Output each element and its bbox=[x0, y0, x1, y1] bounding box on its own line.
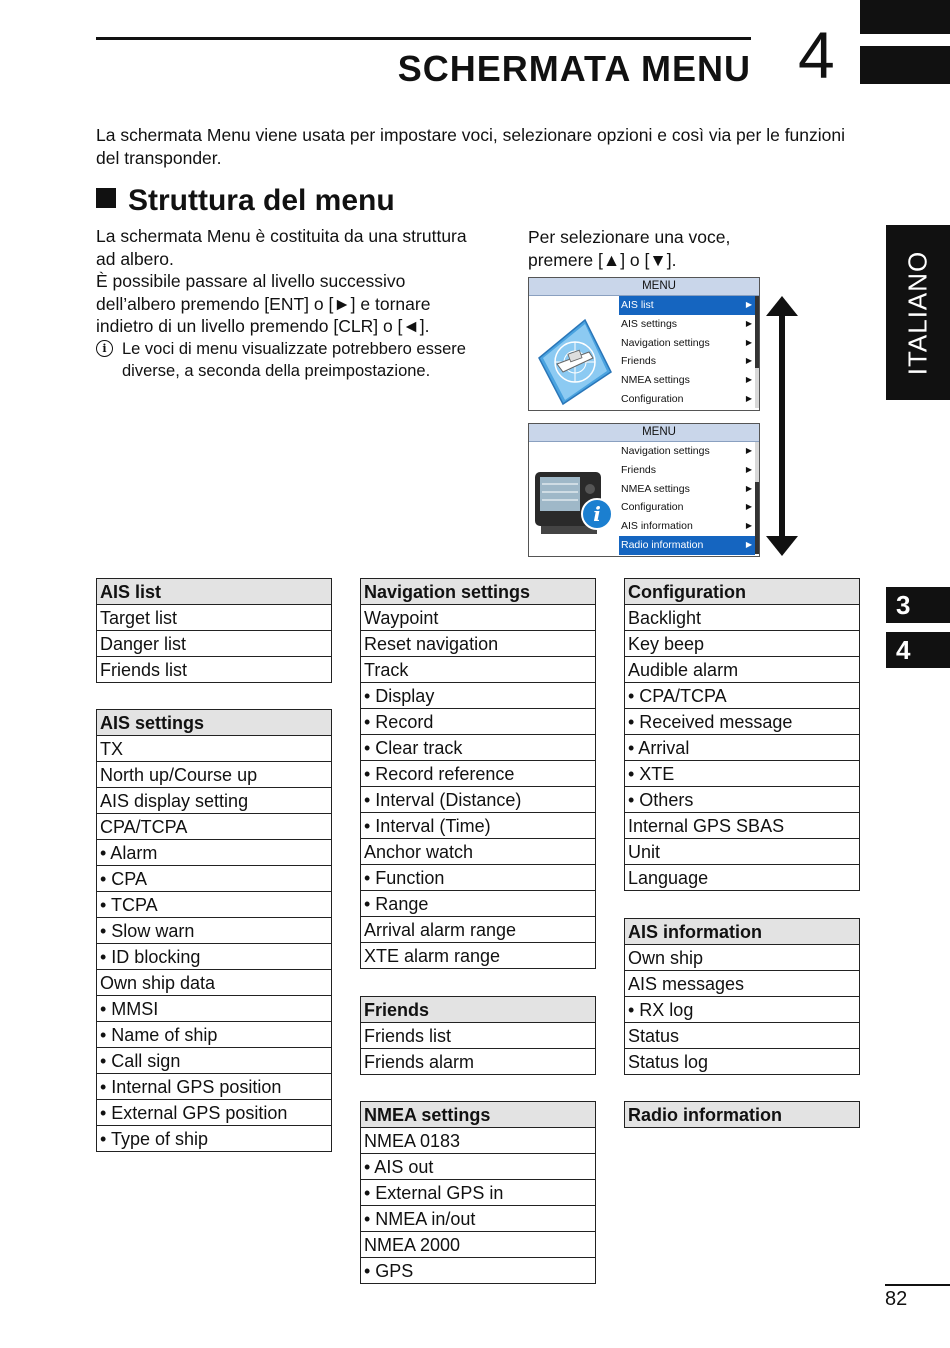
svg-text:i: i bbox=[593, 502, 601, 526]
menu-table-item: • Record bbox=[361, 709, 596, 735]
menu-table-item: • Function bbox=[361, 865, 596, 891]
section-tab-4: 4 bbox=[886, 632, 950, 668]
menu-table-item: Reset navigation bbox=[361, 631, 596, 657]
menu-table-item: AIS messages bbox=[625, 971, 860, 997]
menu-table-item: Own ship data bbox=[97, 970, 332, 996]
chapter-number: 4 bbox=[798, 18, 835, 92]
section-description bbox=[96, 225, 476, 382]
menu-table-item: NMEA 0183 bbox=[361, 1128, 596, 1154]
menu-table bbox=[624, 918, 860, 1075]
menu-table bbox=[360, 1101, 596, 1284]
menu-table bbox=[360, 578, 596, 969]
menu-table-item: • External GPS position bbox=[97, 1100, 332, 1126]
note-text: Le voci di menu visualizzate potrebbero essere diverse, a seconda della preimpostazione. bbox=[122, 339, 466, 380]
menu-table-item: Target list bbox=[97, 605, 332, 631]
language-tab bbox=[886, 225, 950, 400]
menu-table bbox=[360, 996, 596, 1075]
menu-table-item: • TCPA bbox=[97, 892, 332, 918]
scrollbar[interactable] bbox=[755, 296, 759, 408]
menu-table-item: • Call sign bbox=[97, 1048, 332, 1074]
menu-table-item: • Internal GPS position bbox=[97, 1074, 332, 1100]
menu-table-item: • CPA/TCPA bbox=[625, 683, 860, 709]
screen-menu-list bbox=[619, 442, 755, 555]
menu-table-item: • AIS out bbox=[361, 1154, 596, 1180]
select-instruction: Per selezionare una voce, premere [▲] o [▼]. bbox=[528, 227, 731, 270]
screen-item-configuration[interactable]: Configuration ▶ bbox=[619, 390, 755, 409]
scrollbar-thumb[interactable] bbox=[755, 482, 759, 554]
screen-title: MENU bbox=[529, 278, 759, 296]
menu-table-item: Waypoint bbox=[361, 605, 596, 631]
arrow-down-icon bbox=[766, 536, 798, 556]
menu-table-header: AIS list bbox=[97, 579, 332, 605]
menu-table-header: NMEA settings bbox=[361, 1102, 596, 1128]
menu-table-item: Unit bbox=[625, 839, 860, 865]
paragraph-2: È possibile passare al livello successivo dell’albero premendo [ENT] o [►] e tornare indietro di un livello premendo [CLR] o [◄]. bbox=[96, 271, 431, 336]
menu-screen-1 bbox=[528, 277, 760, 411]
menu-table-item: • Type of ship bbox=[97, 1126, 332, 1152]
menu-table-item: • NMEA in/out bbox=[361, 1206, 596, 1232]
menu-table-item: Friends list bbox=[97, 657, 332, 683]
screen-item-configuration[interactable]: Configuration ▶ bbox=[619, 498, 755, 517]
menu-table-item: Anchor watch bbox=[361, 839, 596, 865]
menu-table-item: XTE alarm range bbox=[361, 943, 596, 969]
menu-table-header: AIS settings bbox=[97, 710, 332, 736]
menu-table-item: Language bbox=[625, 865, 860, 891]
section-title: Struttura del menu bbox=[128, 184, 395, 217]
square-bullet-icon bbox=[96, 188, 116, 208]
menu-table-header: Friends bbox=[361, 997, 596, 1023]
menu-table-item: Own ship bbox=[625, 945, 860, 971]
screen-item-ais-information[interactable]: AIS information ▶ bbox=[619, 517, 755, 536]
menu-table-item: Danger list bbox=[97, 631, 332, 657]
transponder-info-icon bbox=[533, 464, 615, 550]
menu-table-item: Friends list bbox=[361, 1023, 596, 1049]
menu-table bbox=[96, 709, 332, 1152]
menu-table-item: • MMSI bbox=[97, 996, 332, 1022]
menu-table bbox=[624, 578, 860, 891]
paragraph-1: La schermata Menu è costituita da una struttura ad albero. bbox=[96, 226, 467, 269]
screen-item-radio-information[interactable]: Radio information ▶ bbox=[619, 536, 755, 555]
screen-title: MENU bbox=[529, 424, 759, 442]
chapter-bar-top bbox=[860, 0, 950, 34]
language-tab-label: ITALIANO bbox=[902, 250, 933, 375]
menu-table-header: Configuration bbox=[625, 579, 860, 605]
screen-item-navigation-settings[interactable]: Navigation settings ▶ bbox=[619, 442, 755, 461]
chapter-bar-bottom bbox=[860, 46, 950, 84]
menu-table-item: • XTE bbox=[625, 761, 860, 787]
menu-table-item: Backlight bbox=[625, 605, 860, 631]
menu-table-item: • Name of ship bbox=[97, 1022, 332, 1048]
menu-table-item: • Record reference bbox=[361, 761, 596, 787]
menu-table-item: • CPA bbox=[97, 866, 332, 892]
footer-rule bbox=[885, 1284, 950, 1286]
menu-screen-2 bbox=[528, 423, 760, 557]
menu-table bbox=[624, 1101, 860, 1128]
info-icon: i bbox=[96, 340, 113, 357]
arrow-shaft bbox=[779, 313, 785, 539]
menu-table-item: • Alarm bbox=[97, 840, 332, 866]
menu-table-header: Radio information bbox=[625, 1102, 860, 1128]
section-tab-3: 3 bbox=[886, 587, 950, 623]
menu-table-item: • ID blocking bbox=[97, 944, 332, 970]
menu-table-item: TX bbox=[97, 736, 332, 762]
menu-table-item: • Interval (Distance) bbox=[361, 787, 596, 813]
screen-item-navigation-settings[interactable]: Navigation settings ▶ bbox=[619, 334, 755, 353]
page-title: SCHERMATA MENU bbox=[397, 48, 751, 89]
menu-table-item: CPA/TCPA bbox=[97, 814, 332, 840]
ship-chart-icon bbox=[533, 300, 615, 406]
menu-table-item: Status log bbox=[625, 1049, 860, 1075]
section-heading bbox=[96, 184, 395, 218]
screen-item-ais-settings[interactable]: AIS settings ▶ bbox=[619, 315, 755, 334]
menu-table-item: Arrival alarm range bbox=[361, 917, 596, 943]
menu-table-header: Navigation settings bbox=[361, 579, 596, 605]
menu-table-header: AIS information bbox=[625, 919, 860, 945]
screen-menu-list bbox=[619, 296, 755, 409]
menu-table-item: NMEA 2000 bbox=[361, 1232, 596, 1258]
screen-item-friends[interactable]: Friends ▶ bbox=[619, 461, 755, 480]
menu-table-item: • Arrival bbox=[625, 735, 860, 761]
header-rule bbox=[96, 37, 751, 40]
note bbox=[96, 338, 476, 382]
screen-item-nmea-settings[interactable]: NMEA settings ▶ bbox=[619, 371, 755, 390]
menu-table-item: • GPS bbox=[361, 1258, 596, 1284]
menu-table-item: AIS display setting bbox=[97, 788, 332, 814]
intro-text: La schermata Menu viene usata per impostare voci, selezionare opzioni e così via per le funzioni del transponder. bbox=[96, 125, 846, 168]
screen-item-nmea-settings[interactable]: NMEA settings ▶ bbox=[619, 480, 755, 499]
menu-table-item: Status bbox=[625, 1023, 860, 1049]
menu-table-item: • Slow warn bbox=[97, 918, 332, 944]
menu-table-item: • Received message bbox=[625, 709, 860, 735]
menu-table-item: • Display bbox=[361, 683, 596, 709]
screen-item-friends[interactable]: Friends ▶ bbox=[619, 352, 755, 371]
menu-table-item: North up/Course up bbox=[97, 762, 332, 788]
page-number: 82 bbox=[885, 1288, 908, 1310]
menu-table-item: Internal GPS SBAS bbox=[625, 813, 860, 839]
menu-table-item: • Others bbox=[625, 787, 860, 813]
menu-table-item: • Interval (Time) bbox=[361, 813, 596, 839]
menu-table-item: Audible alarm bbox=[625, 657, 860, 683]
menu-table-item: • Clear track bbox=[361, 735, 596, 761]
scrollbar-thumb[interactable] bbox=[755, 296, 759, 368]
menu-table bbox=[96, 578, 332, 683]
menu-table-item: • RX log bbox=[625, 997, 860, 1023]
menu-table-item: Key beep bbox=[625, 631, 860, 657]
menu-table-item: • Range bbox=[361, 891, 596, 917]
screen-item-ais-list[interactable]: AIS list ▶ bbox=[619, 296, 755, 315]
menu-table-item: • External GPS in bbox=[361, 1180, 596, 1206]
menu-table-item: Track bbox=[361, 657, 596, 683]
scrollbar[interactable] bbox=[755, 442, 759, 554]
menu-table-item: Friends alarm bbox=[361, 1049, 596, 1075]
